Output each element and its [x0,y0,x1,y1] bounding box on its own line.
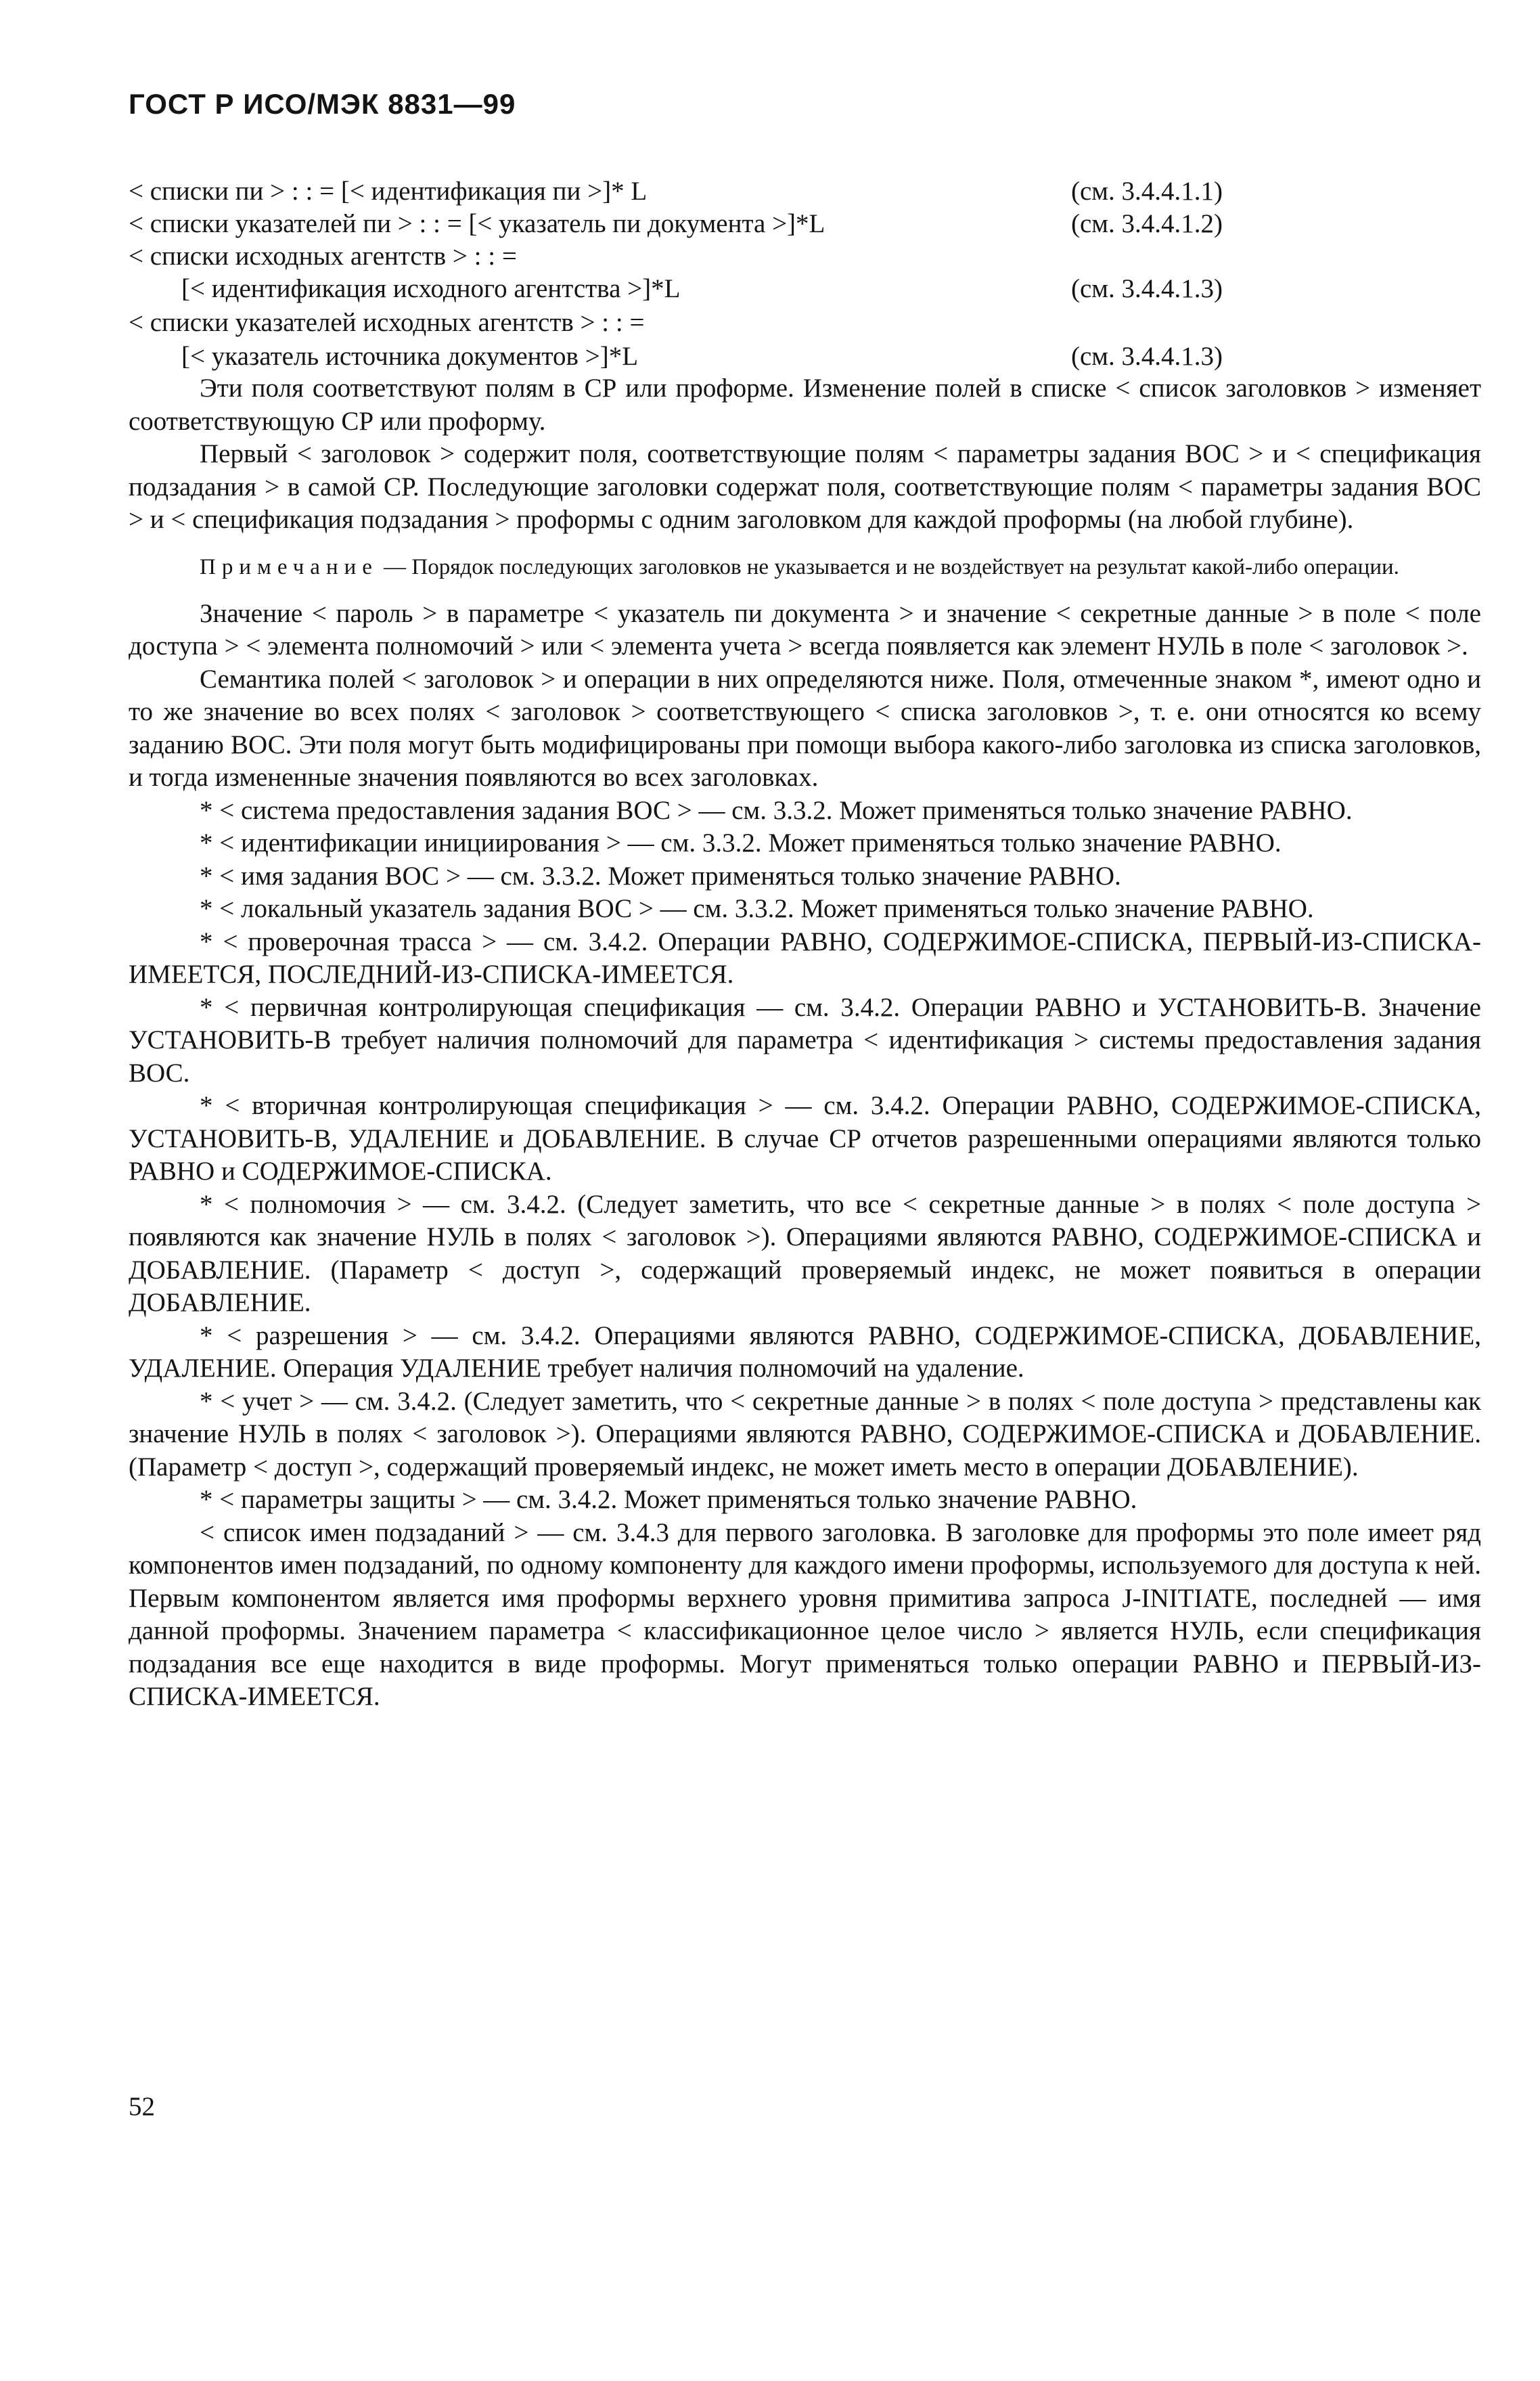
note [129,553,1481,581]
grammar-line [129,175,1223,208]
grammar-line [129,207,1223,241]
paragraph: Семантика полей < заголовок > и операции в них определяются ниже. Поля, отмеченные знаком *, имеют одно и то же значение во всех полях < заголовок > соответствующего < списка заголовков >, т. е. они относятся ко всему заданию ВОС. Эти поля могут быть модифицированы при помощи выбора какого-либо заголовка из списка заголовков, и тогда измененные значения появляются во всех заголовках. [129,664,1481,792]
note-text: — Порядок последующих заголовков не указывается и не воздействует на результат какой-либо операции. [384,554,1399,579]
grammar-line [129,240,517,273]
document-header: ГОСТ Р ИСО/МЭК 8831—99 [129,88,516,120]
paragraph: * < полномочия > — см. 3.4.2. (Следует заметить, что все < секретные данные > в полях < поле доступа > появляются как значение НУЛЬ в полях < заголовок >). Операциями являются РАВНО, СОДЕРЖИМОЕ-СПИСКА и ДОБАВЛЕНИЕ. (Параметр < доступ >, содержащий проверяемый индекс, не может появиться в операции ДОБАВЛЕНИЕ. [129,1189,1481,1317]
grammar-line [129,306,644,340]
grammar-text: < списки пи > : : = [< идентификация пи >]* L [129,177,648,206]
grammar-text: < списки исходных агентств > : : = [129,242,517,271]
grammar-text: < списки указателей пи > : : = [< указатель пи документа >]*L [129,209,825,238]
paragraph: * < система предоставления задания ВОС > — см. 3.3.2. Может применяться только значение РАВНО. [200,795,1353,825]
paragraph: * < учет > — см. 3.4.2. (Следует заметить, что < секретные данные > в полях < поле доступа > представлены как значение НУЛЬ в полях < заголовок >). Операциями являются РАВНО, СОДЕРЖИМОЕ-СПИСКА и ДОБАВЛЕНИЕ. (Параметр < доступ >, содержащий проверяемый индекс, не может иметь место в операции ДОБАВЛЕНИЕ). [129,1386,1481,1482]
page-number: 52 [129,2092,155,2121]
grammar-text: [< идентификация исходного агентства >]*L [181,274,681,303]
note-label: Примечание [200,554,378,579]
grammar-line [181,272,1223,306]
grammar-text: [< указатель источника документов >]*L [181,342,639,371]
paragraph: * < проверочная трасса > — см. 3.4.2. Операции РАВНО, СОДЕРЖИМОЕ-СПИСКА, ПЕРВЫЙ-ИЗ-СПИСКА-ИМЕЕТСЯ, ПОСЛЕДНИЙ-ИЗ-СПИСКА-ИМЕЕТСЯ. [129,927,1481,989]
body-text [129,372,1481,1714]
paragraph: * < параметры защиты > — см. 3.4.2. Может применяться только значение РАВНО. [200,1485,1137,1514]
paragraph: Значение < пароль > в параметре < указатель пи документа > и значение < секретные данные > в поле < поле доступа > < элемента полномочий > или < элемента учета > всегда появляется как элемент НУЛЬ в поле < заголовок >. [129,598,1481,661]
grammar-ref: (см. 3.4.4.1.3) [1071,342,1223,371]
grammar-ref: (см. 3.4.4.1.1) [1071,177,1223,206]
paragraph: Эти поля соответствуют полям в СР или проформе. Изменение полей в списке < список заголовков > изменяет соответствующую СР или проформу. [129,374,1481,436]
paragraph: < список имен подзаданий > — см. 3.4.3 для первого заголовка. В заголовке для проформы это поле имеет ряд компонентов имен подзаданий, по одному компоненту для каждого имени проформы, используемого для доступа к ней. Первым компонентом является имя проформы верхнего уровня примитива запроса J-INITIATE, последней — имя данной проформы. Значением параметра < классификационное целое число > является НУЛЬ, если спецификация подзадания все еще находится в виде проформы. Могут применяться только операции РАВНО и ПЕРВЫЙ-ИЗ-СПИСКА-ИМЕЕТСЯ. [129,1517,1481,1711]
paragraph: Первый < заголовок > содержит поля, соответствующие полям < параметры задания ВОС > и < спецификация подзадания > в самой СР. Последующие заголовки содержат поля, соответствующие полям < параметры задания ВОС > и < спецификация подзадания > проформы с одним заголовком для каждой проформы (на любой глубине). [129,439,1481,534]
paragraph: * < имя задания ВОС > — см. 3.3.2. Может применяться только значение РАВНО. [200,861,1121,891]
grammar-ref: (см. 3.4.4.1.3) [1071,274,1223,303]
paragraph: * < разрешения > — см. 3.4.2. Операциями являются РАВНО, СОДЕРЖИМОЕ-СПИСКА, ДОБАВЛЕНИЕ, УДАЛЕНИЕ. Операция УДАЛЕНИЕ требует наличия полномочий на удаление. [129,1320,1481,1383]
grammar-text: < списки указателей исходных агентств > : : = [129,308,645,337]
paragraph: * < первичная контролирующая спецификация — см. 3.4.2. Операции РАВНО и УСТАНОВИТЬ-В. Значение УСТАНОВИТЬ-В требует наличия полномочий для параметра < идентификация > системы предоставления задания ВОС. [129,992,1481,1088]
paragraph: * < идентификации инициирования > — см. 3.3.2. Может применяться только значение РАВНО. [200,828,1282,858]
grammar-ref: (см. 3.4.4.1.2) [1071,209,1223,238]
paragraph: * < вторичная контролирующая спецификация > — см. 3.4.2. Операции РАВНО, СОДЕРЖИМОЕ-СПИСКА, УСТАНОВИТЬ-В, УДАЛЕНИЕ и ДОБАВЛЕНИЕ. В случае СР отчетов разрешенными операциями являются только РАВНО и СОДЕРЖИМОЕ-СПИСКА. [129,1091,1481,1186]
grammar-line [181,340,1223,374]
paragraph: * < локальный указатель задания ВОС > — см. 3.3.2. Может применяться только значение РАВНО. [200,894,1314,923]
